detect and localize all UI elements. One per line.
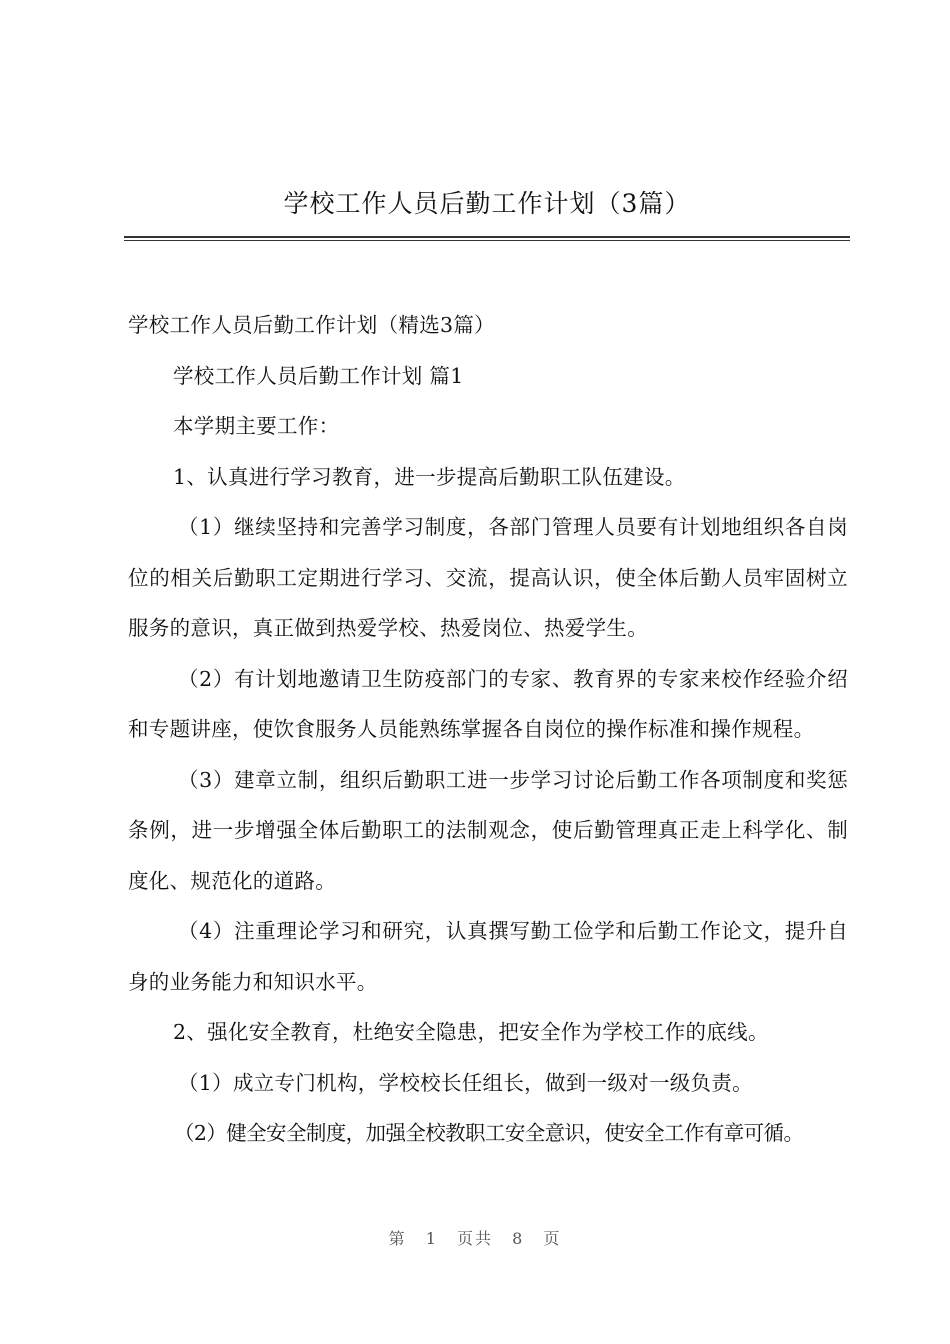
- paragraph: （2）健全安全制度，加强全校教职工安全意识，使安全工作有章可循。: [174, 1121, 804, 1145]
- paragraph: （3）建章立制，组织后勤职工进一步学习讨论后勤工作各项制度和奖惩条例，进一步增强全体后勤职工的法制观念，使后勤管理真正走上科学化、制度化、规范化的道路。: [128, 767, 848, 893]
- title-divider: [124, 236, 850, 241]
- paragraph: 1、认真进行学习教育，进一步提高后勤职工队伍建设。: [173, 464, 686, 489]
- paragraph: （2）有计划地邀请卫生防疫部门的专家、教育界的专家来校作经验介绍和专题讲座，使饮食服务人员能熟练掌握各自岗位的操作标准和操作规程。: [128, 666, 848, 741]
- paragraph-section-heading: 学校工作人员后勤工作计划 篇1: [173, 363, 464, 388]
- document-body: [128, 300, 848, 1159]
- paragraph: （1）继续坚持和完善学习制度，各部门管理人员要有计划地组织各自岗位的相关后勤职工定期进行学习、交流，提高认识，使全体后勤人员牢固树立服务的意识，真正做到热爱学校、热爱岗位、热爱学生。: [128, 515, 848, 640]
- document-title: 学校工作人员后勤工作计划（3篇）: [283, 189, 691, 218]
- paragraph: （1）成立专门机构，学校校长任组长，做到一级对一级负责。: [178, 1070, 753, 1095]
- paragraph: 2、强化安全教育，杜绝安全隐患，把安全作为学校工作的底线。: [173, 1020, 769, 1044]
- paragraph-subtitle: 学校工作人员后勤工作计划（精选3篇）: [128, 313, 495, 337]
- page-number-footer: 第 1 页共 8 页: [388, 1229, 562, 1248]
- paragraph: （4）注重理论学习和研究，认真撰写勤工俭学和后勤工作论文，提升自身的业务能力和知识水平。: [128, 919, 848, 994]
- paragraph: 本学期主要工作：: [173, 414, 340, 438]
